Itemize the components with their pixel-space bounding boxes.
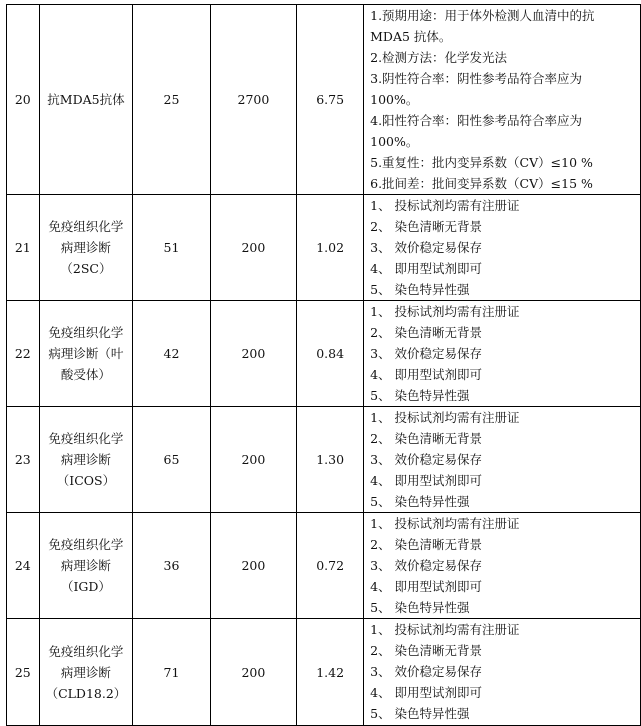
requirement-line: 2、 染色清晰无背景	[370, 325, 483, 340]
row-number-cell: 20	[7, 5, 40, 195]
quantity-cell: 25	[133, 5, 210, 195]
requirements-cell	[364, 619, 641, 726]
requirement-line: 1、 投标试剂均需有注册证	[370, 622, 520, 637]
amount-cell: 1.42	[297, 619, 364, 726]
requirements-cell	[364, 5, 641, 195]
unit-price-cell: 200	[210, 407, 297, 513]
requirement-line: 1、 投标试剂均需有注册证	[370, 516, 520, 531]
amount-cell: 1.02	[297, 195, 364, 301]
requirements-cell	[364, 195, 641, 301]
table-row	[7, 301, 641, 407]
requirement-line: 100%。	[370, 134, 419, 149]
requirements-cell	[364, 301, 641, 407]
requirement-line: 6.批间差：批间变异系数（CV）≤15 %	[370, 176, 593, 191]
amount-cell: 0.84	[297, 301, 364, 407]
requirement-line: 1.预期用途：用于体外检测人血清中的抗	[370, 8, 595, 23]
item-name-cell: 免疫组织化学病理诊断（IGD）	[39, 513, 133, 619]
requirement-line: 2、 染色清晰无背景	[370, 537, 483, 552]
item-name-cell: 免疫组织化学病理诊断（叶酸受体）	[39, 301, 133, 407]
requirement-line: 5、 染色特异性强	[370, 282, 470, 297]
table-row	[7, 5, 641, 195]
quantity-cell: 42	[133, 301, 210, 407]
unit-price-cell: 200	[210, 513, 297, 619]
requirement-line: MDA5 抗体。	[370, 29, 452, 44]
requirement-line: 2、 染色清晰无背景	[370, 643, 483, 658]
unit-price-cell: 200	[210, 195, 297, 301]
requirement-line: 4、 即用型试剂即可	[370, 367, 483, 382]
quantity-cell: 51	[133, 195, 210, 301]
requirement-line: 5、 染色特异性强	[370, 600, 470, 615]
item-name-cell: 抗MDA5抗体	[39, 5, 133, 195]
requirement-line: 3.阴性符合率：阴性参考品符合率应为	[370, 71, 583, 86]
requirement-line: 3、 效价稳定易保存	[370, 664, 483, 679]
requirements-cell	[364, 513, 641, 619]
unit-price-cell: 200	[210, 301, 297, 407]
item-name-cell: 免疫组织化学病理诊断（ICOS）	[39, 407, 133, 513]
row-number-cell: 22	[7, 301, 40, 407]
requirement-line: 5、 染色特异性强	[370, 706, 470, 721]
requirement-line: 3、 效价稳定易保存	[370, 452, 483, 467]
procurement-table	[6, 4, 641, 726]
requirement-line: 1、 投标试剂均需有注册证	[370, 410, 520, 425]
requirement-line: 5.重复性：批内变异系数（CV）≤10 %	[370, 155, 593, 170]
amount-cell: 0.72	[297, 513, 364, 619]
requirement-line: 5、 染色特异性强	[370, 494, 470, 509]
table-body	[7, 5, 641, 726]
quantity-cell: 71	[133, 619, 210, 726]
requirement-line: 1、 投标试剂均需有注册证	[370, 198, 520, 213]
table-row	[7, 195, 641, 301]
amount-cell: 6.75	[297, 5, 364, 195]
requirement-line: 3、 效价稳定易保存	[370, 240, 483, 255]
table-row	[7, 619, 641, 726]
amount-cell: 1.30	[297, 407, 364, 513]
requirement-line: 2.检测方法：化学发光法	[370, 50, 508, 65]
requirements-cell	[364, 407, 641, 513]
item-name-cell: 免疫组织化学病理诊断（2SC）	[39, 195, 133, 301]
requirement-line: 3、 效价稳定易保存	[370, 558, 483, 573]
row-number-cell: 21	[7, 195, 40, 301]
requirement-line: 1、 投标试剂均需有注册证	[370, 304, 520, 319]
requirement-line: 3、 效价稳定易保存	[370, 346, 483, 361]
requirement-line: 5、 染色特异性强	[370, 388, 470, 403]
table-row	[7, 407, 641, 513]
requirement-line: 2、 染色清晰无背景	[370, 431, 483, 446]
requirement-line: 4.阳性符合率：阳性参考品符合率应为	[370, 113, 583, 128]
requirement-line: 4、 即用型试剂即可	[370, 579, 483, 594]
item-name-cell: 免疫组织化学病理诊断（CLD18.2）	[39, 619, 133, 726]
quantity-cell: 65	[133, 407, 210, 513]
requirement-line: 4、 即用型试剂即可	[370, 261, 483, 276]
quantity-cell: 36	[133, 513, 210, 619]
row-number-cell: 24	[7, 513, 40, 619]
requirement-line: 4、 即用型试剂即可	[370, 473, 483, 488]
requirement-line: 4、 即用型试剂即可	[370, 685, 483, 700]
requirement-line: 2、 染色清晰无背景	[370, 219, 483, 234]
unit-price-cell: 200	[210, 619, 297, 726]
row-number-cell: 23	[7, 407, 40, 513]
unit-price-cell: 2700	[210, 5, 297, 195]
requirement-line: 100%。	[370, 92, 419, 107]
row-number-cell: 25	[7, 619, 40, 726]
table-row	[7, 513, 641, 619]
